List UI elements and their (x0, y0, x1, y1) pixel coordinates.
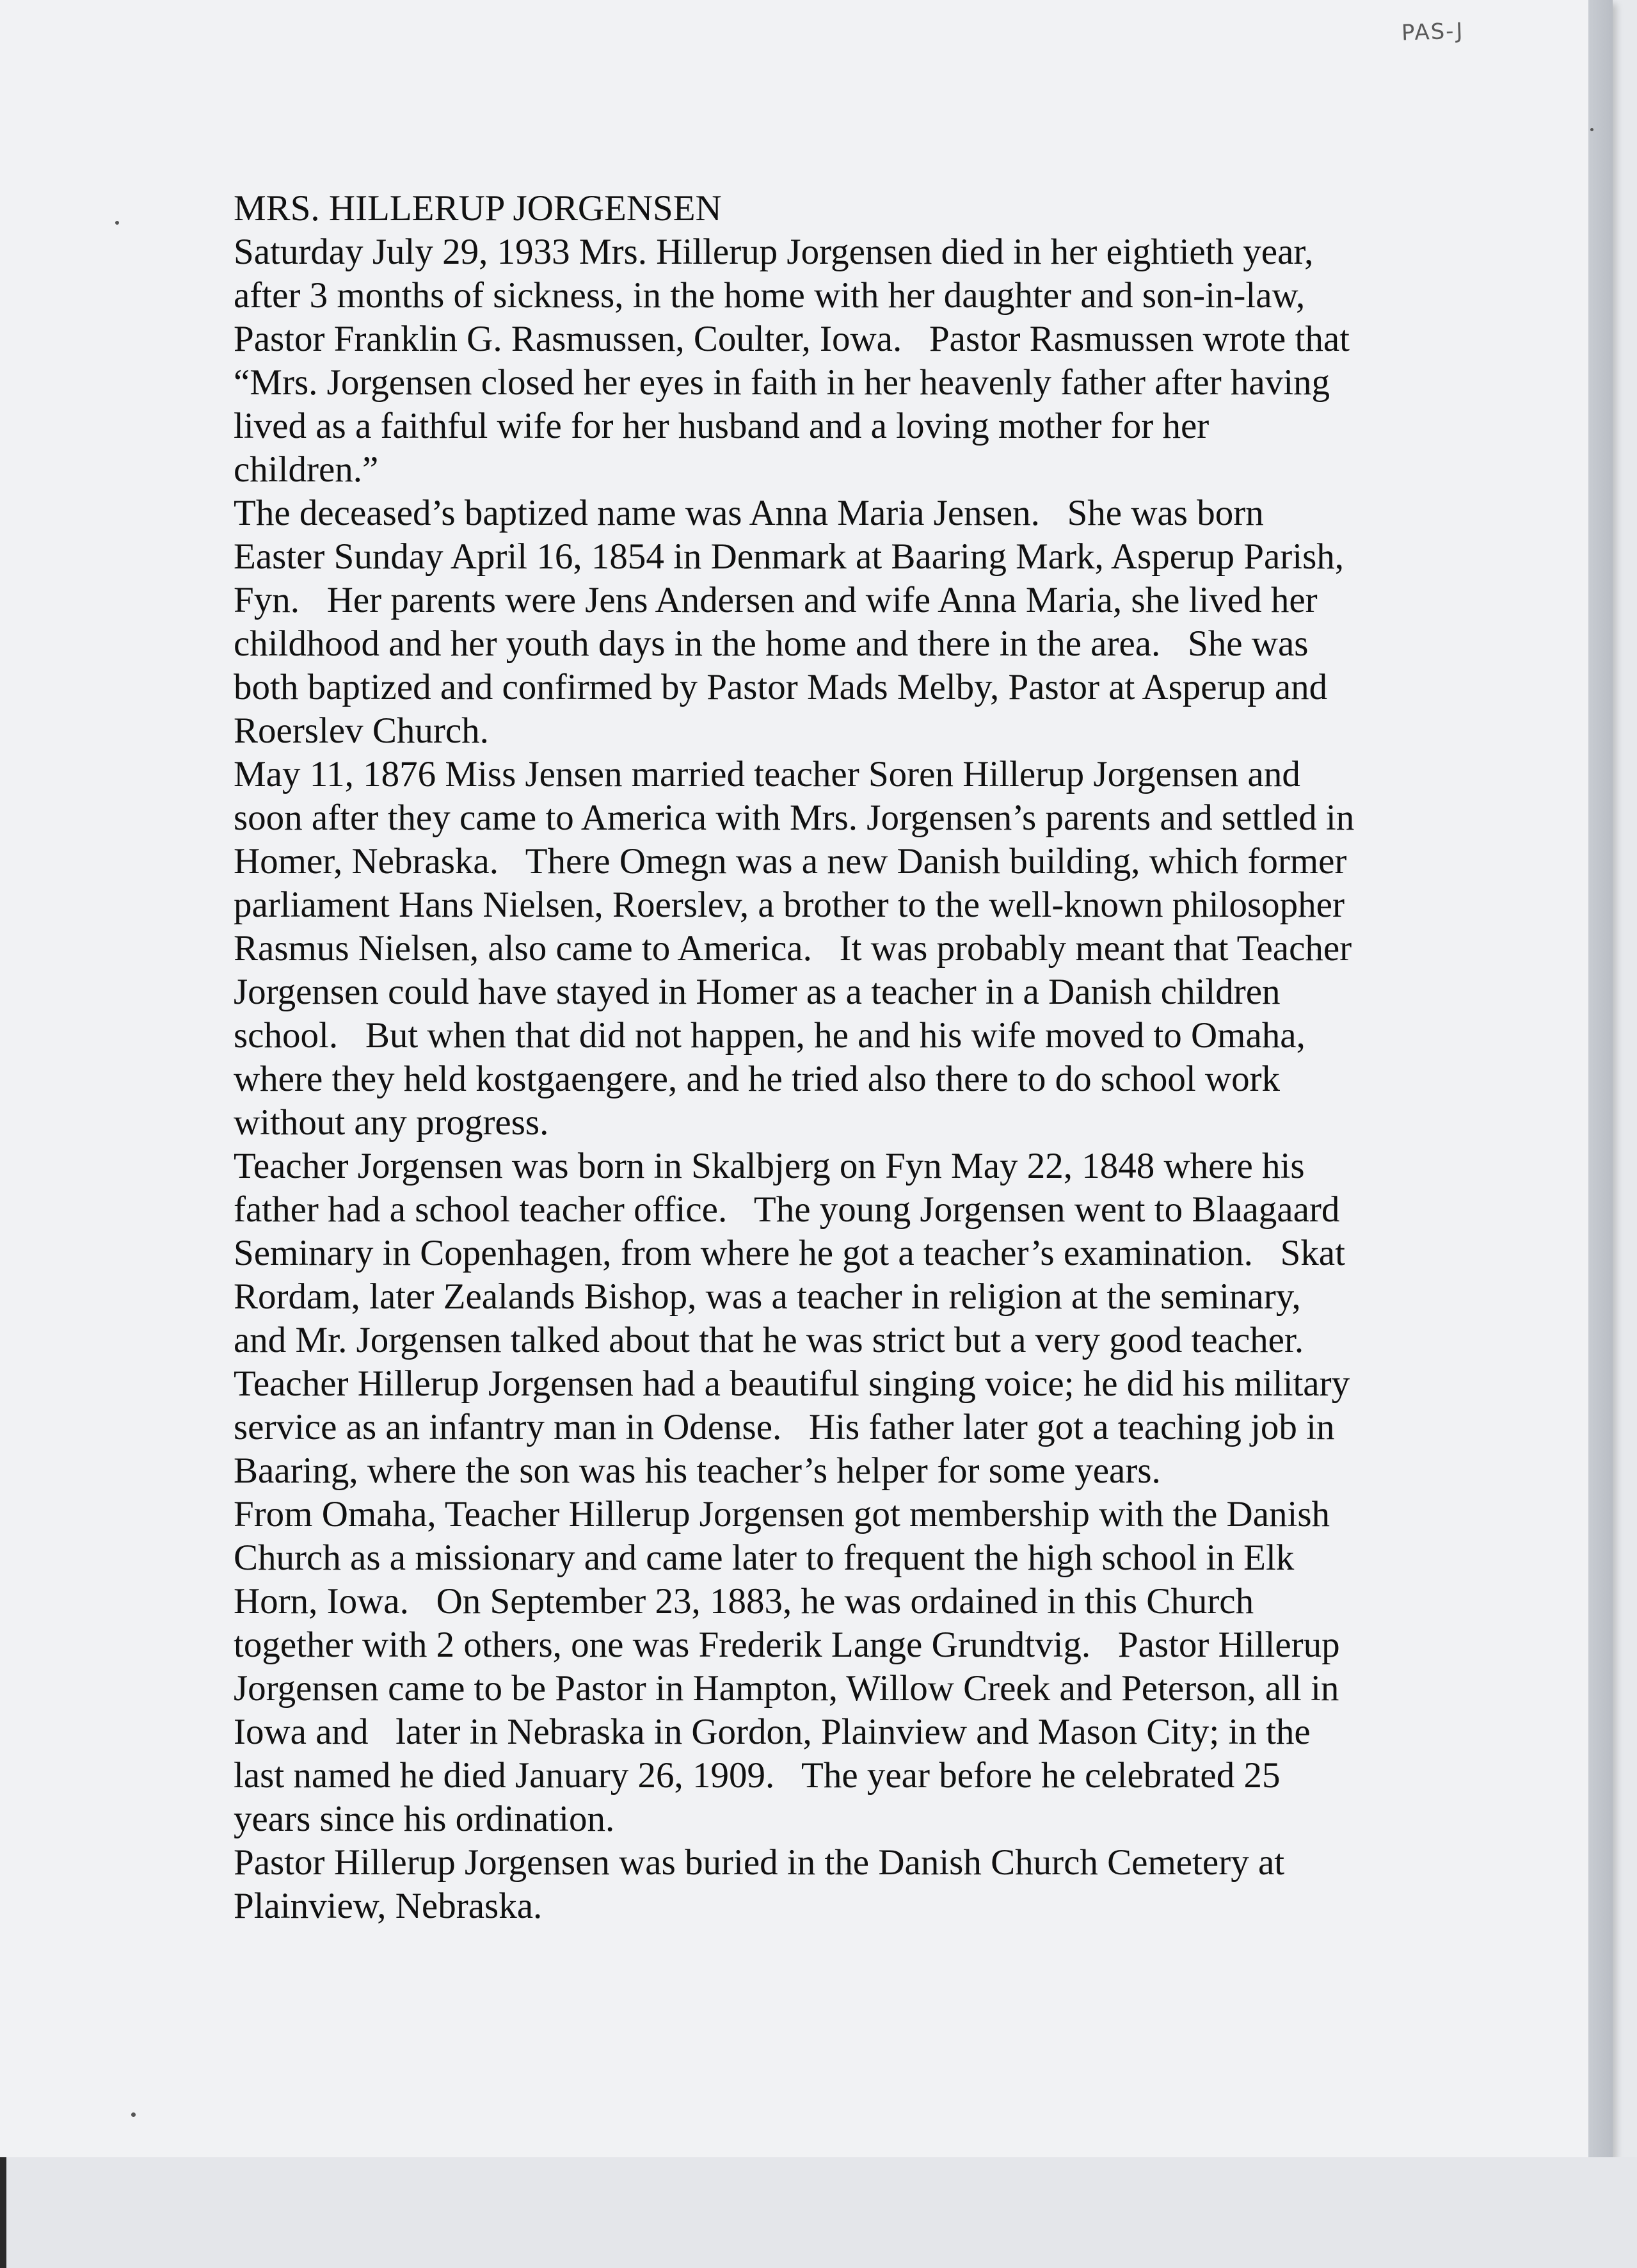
paragraph (234, 230, 1449, 492)
scan-speck (1590, 128, 1593, 131)
text-line: Church as a missionary and came later to frequent the high school in Elk (234, 1538, 1295, 1578)
paper-edge-shadow (1588, 0, 1613, 2157)
paragraph (234, 753, 1449, 1145)
text-line: Rordam, later Zealands Bishop, was a teacher in religion at the seminary, (234, 1276, 1301, 1317)
scan-speck (115, 221, 119, 225)
text-line: May 11, 1876 Miss Jensen married teacher Soren Hillerup Jorgensen and (234, 754, 1300, 794)
text-line: Iowa and later in Nebraska in Gordon, Plainview and Mason City; in the (234, 1712, 1311, 1752)
text-line: Teacher Hillerup Jorgensen had a beautiful singing voice; he did his military (234, 1363, 1350, 1404)
text-line: Easter Sunday April 16, 1854 in Denmark at Baaring Mark, Asperup Parish, (234, 536, 1345, 577)
text-line: Jorgensen came to be Pastor in Hampton, Willow Creek and Peterson, all in (234, 1668, 1339, 1709)
document-body (234, 187, 1449, 1928)
paragraph (234, 1493, 1449, 1841)
text-line: Baaring, where the son was his teacher’s helper for some years. (234, 1451, 1161, 1491)
text-line: childhood and her youth days in the home and there in the area. She was (234, 623, 1309, 664)
scanner-bed-bottom (0, 2157, 1637, 2268)
text-line: soon after they came to America with Mrs. Jorgensen’s parents and settled in (234, 798, 1355, 838)
text-line: Pastor Franklin G. Rasmussen, Coulter, Iowa. Pastor Rasmussen wrote that (234, 319, 1350, 359)
paragraph (234, 1841, 1449, 1928)
text-line: lived as a faithful wife for her husband and a loving mother for her (234, 406, 1210, 446)
text-line: Horn, Iowa. On September 23, 1883, he was ordained in this Church (234, 1581, 1254, 1621)
text-line: Plainview, Nebraska. (234, 1886, 543, 1926)
text-line: Teacher Jorgensen was born in Skalbjerg on Fyn May 22, 1848 where his (234, 1146, 1305, 1186)
text-line: children.” (234, 449, 379, 490)
text-line: Rasmus Nielsen, also came to America. It was probably meant that Teacher (234, 928, 1352, 969)
text-line: Saturday July 29, 1933 Mrs. Hillerup Jorgensen died in her eightieth year, (234, 232, 1314, 272)
text-line: father had a school teacher office. The young Jorgensen went to Blaagaard (234, 1189, 1340, 1230)
text-line: where they held kostgaengere, and he tried also there to do school work (234, 1059, 1281, 1099)
scanner-edge-mark (0, 2157, 6, 2268)
text-line: without any progress. (234, 1102, 549, 1143)
text-line: service as an infantry man in Odense. His father later got a teaching job in (234, 1407, 1335, 1447)
text-line: Roerslev Church. (234, 711, 489, 751)
handwritten-corner-note: PAS-J (1401, 18, 1465, 46)
text-line: The deceased’s baptized name was Anna Maria Jensen. She was born (234, 493, 1264, 533)
text-line: both baptized and confirmed by Pastor Mads Melby, Pastor at Asperup and (234, 667, 1328, 707)
text-line: Pastor Hillerup Jorgensen was buried in the Danish Church Cemetery at (234, 1842, 1285, 1883)
text-line: last named he died January 26, 1909. The year before he celebrated 25 (234, 1755, 1281, 1796)
text-line: Seminary in Copenhagen, from where he got a teacher’s examination. Skat (234, 1233, 1345, 1273)
text-line: Homer, Nebraska. There Omegn was a new Danish building, which former (234, 841, 1347, 881)
text-line: together with 2 others, one was Frederik Lange Grundtvig. Pastor Hillerup (234, 1625, 1340, 1665)
text-line: and Mr. Jorgensen talked about that he was strict but a very good teacher. (234, 1320, 1304, 1360)
paragraph (234, 492, 1449, 753)
text-line: school. But when that did not happen, he and his wife moved to Omaha, (234, 1015, 1306, 1056)
paragraph (234, 1145, 1449, 1493)
scan-speck (131, 2112, 136, 2117)
text-line: “Mrs. Jorgensen closed her eyes in faith in her heavenly father after having (234, 362, 1330, 403)
text-line: after 3 months of sickness, in the home with her daughter and son-in-law, (234, 275, 1306, 316)
text-line: From Omaha, Teacher Hillerup Jorgensen got membership with the Danish (234, 1494, 1330, 1534)
text-line: parliament Hans Nielsen, Roerslev, a brother to the well-known philosopher (234, 885, 1345, 925)
document-title: MRS. HILLERUP JORGENSEN (234, 188, 722, 229)
text-line: Fyn. Her parents were Jens Andersen and wife Anna Maria, she lived her (234, 580, 1318, 620)
text-line: years since his ordination. (234, 1799, 615, 1839)
text-line: Jorgensen could have stayed in Homer as a teacher in a Danish children (234, 972, 1281, 1012)
paragraphs-container (234, 230, 1449, 1928)
